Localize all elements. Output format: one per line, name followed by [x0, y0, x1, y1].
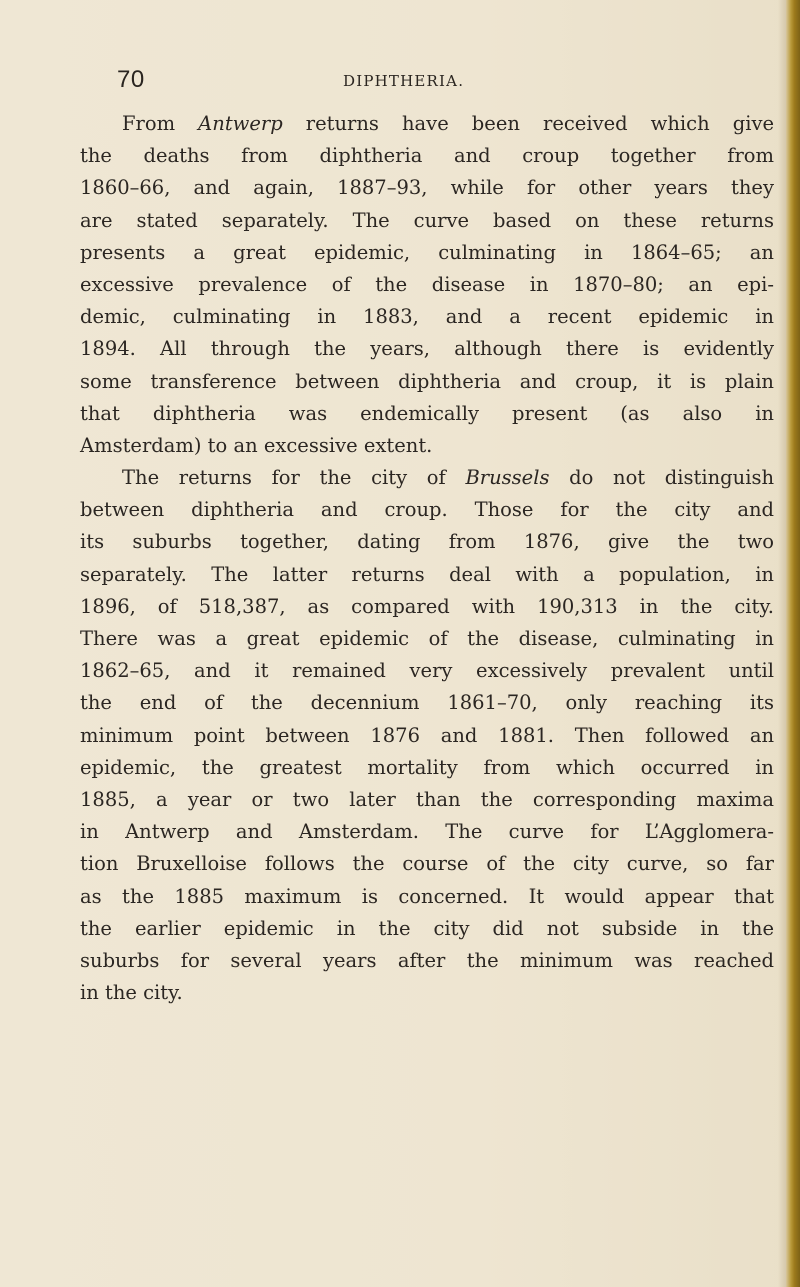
- text-run: From: [122, 112, 199, 135]
- text-run: excessive prevalence of the disease in 1870–80; an epi-: [80, 272, 774, 296]
- text-line: [80, 913, 774, 945]
- text-line: [80, 205, 774, 237]
- text-line: [80, 398, 774, 430]
- text-run: returns have been received which give: [282, 112, 775, 135]
- text-run: 1896, of 518,387, as compared with 190,313 in the city.: [80, 594, 774, 618]
- text-line: [80, 526, 774, 558]
- text-line: [80, 945, 774, 977]
- text-line: [80, 655, 774, 687]
- running-head: DIPHTHERIA.: [343, 72, 465, 90]
- text-line: [80, 333, 774, 365]
- text-run: as the 1885 maximum is concerned. It would appear that: [80, 884, 774, 908]
- text-line: [80, 494, 774, 526]
- text-run: in the city.: [80, 981, 183, 1005]
- text-run: The returns for the city of: [122, 466, 466, 490]
- text-run: minimum point between 1876 and 1881. Then followed an: [80, 723, 774, 747]
- text-line: [80, 269, 774, 301]
- text-run: Amsterdam) to an excessive extent.: [80, 433, 433, 457]
- text-run: the deaths from diphtheria and croup together from: [80, 144, 774, 168]
- text-run: tion Bruxelloise follows the course of the city curve, so far: [80, 852, 774, 876]
- page-number: 70: [117, 66, 145, 93]
- text-line: [80, 559, 774, 591]
- text-run: between diphtheria and croup. Those for the city and: [80, 498, 774, 522]
- text-line: [80, 687, 774, 719]
- text-line: [80, 623, 774, 655]
- text-line: [80, 881, 774, 913]
- text-run: 1862–65, and it remained very excessively prevalent until: [80, 659, 774, 683]
- italic-text: Brussels: [465, 466, 550, 490]
- text-line: [80, 462, 774, 494]
- paragraph: [80, 108, 774, 462]
- text-run: There was a great epidemic of the disease, culminating in: [80, 627, 774, 650]
- page-gutter-shadow: [778, 0, 786, 1287]
- text-line: [80, 366, 774, 398]
- text-line: [80, 977, 774, 1009]
- text-run: demic, culminating in 1883, and a recent epidemic in: [80, 305, 774, 329]
- text-line: [80, 752, 774, 784]
- text-run: are stated separately. The curve based on these returns: [80, 208, 774, 232]
- text-run: 1860–66, and again, 1887–93, while for other years they: [80, 176, 774, 200]
- text-line: [80, 237, 774, 269]
- text-run: separately. The latter returns deal with a population, in: [80, 562, 774, 586]
- text-run: presents a great epidemic, culminating in 1864–65; an: [80, 240, 774, 264]
- text-run: the earlier epidemic in the city did not subside in the: [80, 916, 774, 940]
- text-run: its suburbs together, dating from 1876, give the two: [80, 530, 774, 554]
- text-line: [80, 848, 774, 880]
- text-line: [80, 591, 774, 623]
- paragraph: [80, 462, 774, 1009]
- text-line: [80, 720, 774, 752]
- text-line: [80, 172, 774, 204]
- italic-text: Antwerp: [198, 112, 283, 135]
- text-run: epidemic, the greatest mortality from which occurred in: [80, 755, 774, 779]
- body-text: [80, 108, 774, 1009]
- page-edge-binding: [786, 0, 800, 1287]
- text-line: [80, 108, 774, 140]
- text-run: do not distinguish: [549, 466, 775, 490]
- text-run: that diphtheria was endemically present (as also in: [80, 401, 774, 425]
- text-run: 1894. All through the years, although there is evidently: [80, 337, 774, 361]
- text-run: in Antwerp and Amsterdam. The curve for L’Agglomera-: [80, 820, 774, 844]
- text-line: [80, 430, 774, 462]
- text-run: some transference between diphtheria and croup, it is plain: [80, 369, 774, 393]
- text-line: [80, 816, 774, 848]
- text-line: [80, 784, 774, 816]
- text-run: suburbs for several years after the minimum was reached: [80, 948, 774, 972]
- text-line: [80, 301, 774, 333]
- text-run: 1885, a year or two later than the corresponding maxima: [80, 787, 774, 811]
- page-header: [117, 66, 777, 102]
- text-line: [80, 140, 774, 172]
- text-run: the end of the decennium 1861–70, only reaching its: [80, 691, 774, 715]
